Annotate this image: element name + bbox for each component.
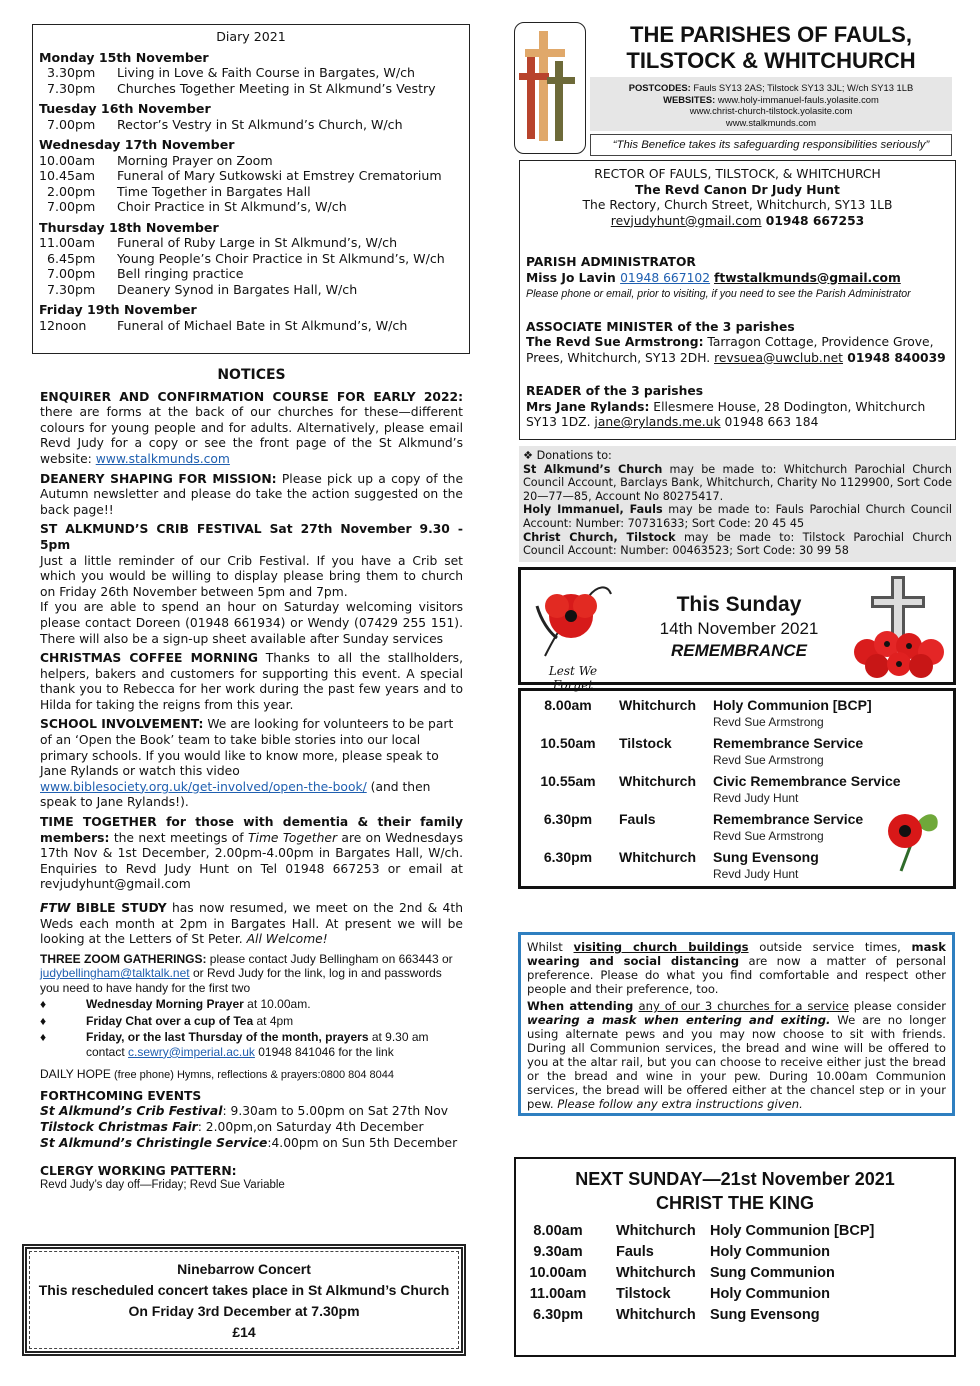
diary-text: Funeral of Mary Sutkowski at Emstrey Crematorium [117,168,442,183]
service-place: Tilstock [619,735,672,751]
service-place: Whitchurch [616,1265,696,1281]
safeguarding-statement: “This Benefice takes its safeguarding responsibilities seriously” [590,134,952,156]
notice-title: SCHOOL INVOLVEMENT: [40,717,204,732]
diary-entry [39,251,463,267]
website-link[interactable]: www.christ-church-tilstock.yolasite.com [689,105,853,116]
text: are now a matter of personal preference. Please do what you find comfortable and respect other people and their preference, too. [527,954,946,996]
service-time: 6.30pm [543,811,593,827]
diary-entry [39,266,463,282]
poppy-icon [883,805,943,875]
minister-name: The Revd Sue Armstrong: [526,335,704,350]
event-detail: : 9.30am to 5.00pm on Sat 27th Nov [222,1104,449,1119]
notice-time-together [40,815,463,893]
text-emphasis: mask wearing and social distancing [527,940,947,968]
diary-time: 7.30pm [47,281,96,297]
zoom-item-title: Wednesday Morning Prayer [86,997,244,1012]
concert-title: Ninebarrow Concert [177,1261,311,1277]
diary-day: Tuesday 16th November [39,101,211,116]
bullet-icon: ♦ [40,1030,47,1045]
email-link[interactable]: c.sewry@imperial.ac.uk [128,1044,255,1059]
diary-time: 7.00pm [47,266,96,281]
text-emphasis: visiting church buildings [573,940,749,954]
guidance-para [527,999,946,1111]
this-sunday-banner [518,567,956,692]
notice-italic: Time Together [248,830,338,845]
diary-day: Wednesday 17th November [39,137,235,152]
cross-icon [851,574,947,678]
notices-heading: NOTICES [217,367,286,383]
guidance-para [527,940,946,996]
service-time: 11.00am [529,1286,587,1302]
diary-time: 7.30pm [47,80,96,96]
notice-title: DAILY HOPE [40,1067,111,1082]
notice-body: has now resumed, we meet on the 2nd & 4th Weds each month at 2pm in Bargates Hall. At present we will be looking at the Letters of St Peter. [40,901,463,947]
concert-price: £14 [232,1324,256,1340]
notice-body: If you are able to spend an hour on Saturday welcoming visitors please contact Doreen (01948 661934) or Wendy (07429 255 151). There will also be a sign-up sheet available after Sunday services [40,600,463,646]
diary-entry [39,168,463,184]
event-item [40,1104,448,1118]
text: outside service times, [748,940,912,954]
diary-text: Young People’s Choir Practice in St Alkmund’s, W/ch [117,250,445,266]
service-place: Whitchurch [619,697,696,713]
notice-body: there are forms at the back of our churches for these—different colours for young people and for adults. Alternatively, please email Revd Judy for a copy or see the front page of the St Alkmund’s website: [40,405,463,466]
this-sunday-theme: REMEMBRANCE [671,641,807,660]
notice-title: TIME TOGETHER for those with dementia & their family members: [40,815,463,845]
list-item [40,1030,463,1059]
notice-title: ST ALKMUND’S CRIB FESTIVAL Sat 27th November 9.30 - 5pm [40,522,463,552]
covid-guidance-box [518,932,955,1116]
diary-day: Monday 15th November [39,49,209,65]
notice-school [40,717,463,811]
diary-time: 7.00pm [47,199,96,214]
admin-name: Miss Jo Lavin [526,270,621,285]
service-time: 10.55am [540,773,596,789]
next-sunday-box [514,1157,956,1357]
email-link[interactable]: revsuea@uwclub.net [714,350,844,365]
this-sunday-title: This Sunday [676,593,802,616]
service-time: 6.30pm [533,1307,583,1323]
diary-time: 3.30pm [47,65,96,80]
notice-deanery [40,472,463,519]
diary-text: Time Together in Bargates Hall [117,183,311,199]
notice-bible-study [40,901,463,948]
diary-entry [39,199,463,215]
event-detail: :4.00pm on Sun 5th December [267,1135,458,1150]
bullet-icon: ♦ [40,1013,47,1028]
concert-line: On Friday 3rd December at 7.30pm [128,1303,360,1319]
diary-time: 12noon [39,317,87,333]
service-time: 10.00am [529,1265,587,1281]
services-table [518,688,956,889]
diary-title: Diary 2021 [216,29,286,44]
rector-phone: 01948 667253 [761,213,865,228]
event-name: St Alkmund’s Crib Festival [40,1104,223,1119]
admin-note: Please phone or email, prior to visiting, if you need to see the Parish Administrator [526,288,911,300]
diary-text: Funeral of Ruby Large in St Alkmund’s, W/ch [117,235,398,250]
service-minister: Revd Judy Hunt [713,867,799,881]
forthcoming-events [40,1089,463,1151]
event-name: St Alkmund’s Christingle Service [40,1135,268,1150]
donation-text: may be made to: Whitchurch Parochial Church Council Account, Barclays Bank, Whitchurch, Charity No 1129900, Sort Code 20—77—85, Account No 80275417. [523,462,952,503]
zoom-item-text: at 4pm [253,1013,294,1028]
diary-text: Deanery Synod in Bargates Hall, W/ch [117,281,358,297]
associate-minister [526,320,949,367]
notice-title: ENQUIRER AND CONFIRMATION COURSE FOR EARLY 2022: [40,389,463,404]
notice-title: CHRISTMAS COFFEE MORNING [40,651,258,666]
zoom-item-title: Friday, or the last Thursday of the month, prayers [86,1030,369,1045]
poppy-icon [527,576,619,660]
rector-email[interactable]: revjudyhunt@gmail.com [610,213,762,228]
diary-time: 7.00pm [47,116,96,132]
service-place: Whitchurch [616,1307,696,1323]
service-time: 6.30pm [543,849,593,865]
text-emphasis: any of our 3 churches for a service [638,999,849,1013]
notice-title: BIBLE STUDY [70,901,167,915]
notices-section [40,368,463,1193]
open-the-book-link[interactable]: www.biblesociety.org.uk/get-involved/open-the-book/ [40,779,367,794]
service-row [516,1286,956,1307]
reader-address: Ellesmere House, 28 Dodington, Whitchurch SY13 1DZ. [526,399,926,430]
service-row [521,729,951,767]
donation-text: may be made to: Fauls Parochial Church Council Account: Number: 70731633; Sort Code: 20 45 45 [523,503,952,530]
parish-logo [514,22,586,154]
service-title: Holy Communion [BCP] [713,697,872,713]
diary-text: Living in Love & Faith Course in Bargates, W/ch [117,65,416,80]
service-place: Whitchurch [619,773,696,789]
service-place: Whitchurch [616,1223,696,1239]
service-minister: Revd Sue Armstrong [713,715,824,729]
service-minister: Revd Sue Armstrong [713,753,824,767]
text-emphasis: wearing a mask when entering and exiting. [527,1013,831,1027]
diary-time: 10.00am [39,152,96,168]
poppy-image [527,576,619,692]
service-row [516,1244,956,1265]
postcodes-label: POSTCODES: [628,82,691,93]
email-link[interactable]: judybellingham@talktalk.net [40,966,190,981]
zoom-item-title: Friday Chat over a cup of Tea [86,1013,254,1028]
service-place: Tilstock [616,1286,671,1302]
donations-heading: ❖ Donations to: [523,449,612,462]
cross-poppies-image [851,574,947,678]
rector-name: The Revd Canon Dr Judy Hunt [635,182,840,197]
notice-title: CLERGY WORKING PATTERN: [40,1164,237,1179]
event-detail: : 2.00pm,on Saturday 4th December [197,1119,424,1134]
donation-item [523,463,952,504]
text-emphasis: When attending [527,999,639,1013]
diary-entry [39,153,463,169]
phone-link[interactable]: 01948 667102 [620,270,711,285]
reader [526,384,949,431]
diary-entry [39,184,463,200]
service-place: Fauls [619,811,656,827]
poppy-caption: Lest We Forget [548,664,598,692]
bullet-icon: ♦ [40,997,47,1012]
rector-address: The Rectory, Church Street, Whitchurch, SY13 1LB [582,198,893,212]
service-title: Holy Communion [710,1244,831,1260]
service-row [521,767,951,805]
clergy-box [519,160,956,440]
website-link[interactable]: www.stalkmunds.com [725,116,817,128]
next-sunday-date: NEXT SUNDAY—21st November 2021 [575,1169,895,1189]
donations-box [519,446,956,562]
websites-label: WEBSITES: [663,93,716,105]
diary-entry [39,81,463,97]
service-time: 8.00am [544,697,592,713]
notice-title: THREE ZOOM GATHERINGS: [40,951,207,966]
section-heading: READER of the 3 parishes [526,384,704,399]
page-title: THE PARISHES OF FAULS, TILSTOCK & WHITCHURCH [626,22,916,73]
minister-phone: 01948 840039 [843,350,946,365]
event-item [40,1136,457,1150]
service-minister: Revd Judy Hunt [713,791,799,805]
notice-title: FORTHCOMING EVENTS [40,1088,202,1103]
notice-body: (and then speak to Jane Rylands!). [40,779,431,810]
notice-body: We are looking for volunteers to be part of an ‘Open the Book’ team to take bible stories into our local primary schools. If you would like to know more, please speak to Jane Rylands or watch this video [40,717,454,779]
diary-text: Churches Together Meeting in St Alkmund’s Vestry [117,80,436,96]
service-time: 9.30am [533,1244,583,1260]
clergy-pattern [40,1165,463,1193]
diary-text: Bell ringing practice [117,266,244,281]
section-heading: PARISH ADMINISTRATOR [526,255,696,269]
list-item [40,997,463,1012]
diary-time: 2.00pm [47,183,96,199]
reader-phone: 01948 663 184 [720,415,819,430]
church-name: Holy Immanuel, Fauls [523,503,663,517]
zoom-item-text: at 10.00am. [243,997,311,1012]
notice-body: the next meetings of [109,830,249,845]
website-link[interactable]: www.holy-immanuel-fauls.yolasite.com [715,93,879,105]
notice-enquirer [40,390,463,468]
diary-time: 10.45am [39,168,96,183]
diary-box [32,24,470,354]
parish-administrator [526,255,949,302]
service-place: Whitchurch [619,849,696,865]
zoom-item-text: 01948 841046 for the link [254,1044,394,1059]
service-title: Holy Communion [BCP] [710,1223,875,1239]
diary-day: Friday 19th November [39,302,197,317]
church-name: Christ Church, Tilstock [523,530,676,544]
text-emphasis: Please follow any extra instructions given. [557,1097,803,1111]
this-sunday-text [639,592,839,662]
service-title: Sung Evensong [710,1307,820,1323]
service-title: Remembrance Service [713,811,864,827]
service-title: Civic Remembrance Service [713,773,901,789]
diary-text: Morning Prayer on Zoom [117,152,273,168]
service-title: Remembrance Service [713,735,864,751]
service-time: 8.00am [533,1223,583,1239]
reader-name: Mrs Jane Rylands: [526,399,650,414]
minister-address: Tarragon Cottage, Providence Grove, Prees, Whitchurch, SY13 2DH. [526,335,934,365]
diary-entry [39,117,463,133]
service-row [516,1223,956,1244]
service-row [516,1307,956,1328]
notice-zoom [40,952,463,1060]
notice-italic: All Welcome! [246,932,328,947]
service-title: Sung Communion [710,1265,835,1281]
diary-text: Funeral of Michael Bate in St Alkmund’s, W/ch [117,317,408,333]
email-link[interactable]: jane@rylands.me.uk [594,415,721,430]
notice-crib-2 [40,600,463,647]
notice-crib [40,522,463,600]
contact-info [590,77,952,131]
diary-entry [39,318,463,334]
notice-body: (free phone) Hymns, reflections & prayers:0800 804 8044 [110,1069,395,1082]
diary-time: 11.00am [39,235,96,250]
concert-box [22,1244,466,1356]
service-time: 10.50am [540,735,596,751]
diary-time: 6.45pm [47,250,96,266]
zoom-item-text: at 9.30 am contact [86,1030,429,1059]
next-sunday-theme: CHRIST THE KING [655,1193,814,1213]
diary-text: Rector’s Vestry in St Alkmund’s Church, W/ch [117,116,403,132]
email-link[interactable]: ftwstalkmunds@gmail.com [713,270,901,285]
donation-item [523,531,952,558]
text: please consider [848,999,946,1013]
notice-body: are on Wednesdays 17th Nov & 1st December, 2.00pm-4.00pm in Bargates Hall, W/ch. Enquiries to Revd Judy Hunt on Tel 01948 667253 or email at revjudyhunt@gmail.com [40,830,463,892]
service-row [521,691,951,729]
donation-item [523,503,952,530]
list-item [40,1014,463,1029]
notice-title: DEANERY SHAPING FOR MISSION: [40,471,277,486]
notice-body: or Revd Judy for the link, log in and passwords you need to have handy for the first two [40,966,442,995]
notice-body: Please pick up a copy of the Autumn newsletter and please do take the action suggested on the back page!! [40,471,464,517]
diary-entry [39,65,463,81]
event-item [40,1120,424,1134]
diary-text: Choir Practice in St Alkmund’s, W/ch [117,199,347,214]
diary-entry [39,282,463,298]
event-name: Tilstock Christmas Fair [40,1119,198,1134]
service-place: Fauls [616,1244,654,1260]
this-sunday-date: 14th November 2021 [659,619,819,638]
text: We are no longer using alternate pews and you may now choose to sit with friends. During all Communion services, the bread and wine will be offered to you at the altar rail, but you can choose to receive either just the bread or the bread and wine in your pew. During 10.00am Communion services, the bread will be offered either at the chancel step or in your pew. [527,1013,946,1111]
church-name: St Alkmund’s Church [523,462,663,476]
notice-body: Revd Judy’s day off—Friday; Revd Sue Variable [40,1179,285,1192]
service-row [516,1265,956,1286]
service-title: Sung Evensong [713,849,819,865]
service-minister: Revd Sue Armstrong [713,829,824,843]
notice-body: Thanks to all the stallholders, helpers, bakers and customers for supporting this event. A special thank you to Rebecca for her work during the past few years and to Hilda for taking the reigns from this year. [40,651,463,712]
text: Whilst [527,940,574,954]
donation-text: may be made to: Tilstock Parochial Church Council Account: Number: 00463523; Sort Code: 30 99 58 [523,530,952,558]
concert-line: This rescheduled concert takes place in St Alkmund’s Church [38,1282,450,1298]
notice-daily-hope [40,1067,463,1083]
rector-title: RECTOR OF FAULS, TILSTOCK, & WHITCHURCH [594,167,881,181]
crosses-icon [515,23,585,153]
notice-title: FTW [40,901,71,915]
postcodes: Fauls SY13 2AS; Tilstock SY13 3JL; W/ch SY13 1LB [690,82,914,93]
section-heading: ASSOCIATE MINISTER of the 3 parishes [526,319,795,334]
website-link[interactable]: www.stalkmunds.com [95,451,230,466]
notice-body: Just a little reminder of our Crib Festival. If you have a Crib set which you would be willing to display please bring them to church on Friday 26th November between 5pm and 7pm. [40,553,463,599]
diary-day: Thursday 18th November [39,219,219,235]
service-title: Holy Communion [710,1286,831,1302]
notice-body: please contact Judy Bellingham on 663443 or [206,951,453,966]
notice-coffee [40,651,463,713]
diary-entry [39,235,463,251]
next-sunday-heading [516,1167,954,1215]
